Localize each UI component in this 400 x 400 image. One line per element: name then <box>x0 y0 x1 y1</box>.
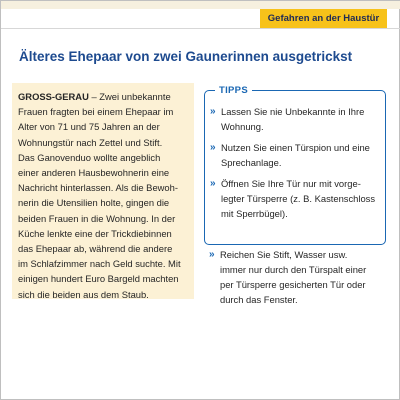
section-tag <box>260 9 387 28</box>
tip-line: immer nur durch den Türspalt einer <box>220 264 367 275</box>
tip-line: mit Sperrbügel). <box>221 208 288 219</box>
tips-label: TIPPS <box>215 84 252 97</box>
article-line: Nachricht hinterlassen. Als die Bewoh- <box>18 182 178 194</box>
article-line: Alter von 71 und 75 Jahren an der <box>18 121 160 133</box>
article-line-text: – Zwei unbekannte <box>88 91 171 102</box>
tip-line: Lassen Sie nie Unbekannte in Ihre <box>221 106 365 117</box>
tip-line: Nutzen Sie einen Türspion und eine <box>221 142 370 153</box>
chevron-right-icon: » <box>210 142 216 153</box>
article-line: Das Ganovenduo wollte angeblich <box>18 151 161 163</box>
article-line <box>18 89 190 104</box>
tip-line: Öffnen Sie Ihre Tür nur mit vorge- <box>221 178 361 189</box>
article-line: Frauen fragten bei einem Ehepaar im <box>18 106 174 118</box>
section-tag-label: Gefahren an der Haustür <box>267 13 380 24</box>
chevron-right-icon: » <box>210 106 216 117</box>
header-divider <box>1 28 400 29</box>
article-title: Älteres Ehepaar von zwei Gaunerinnen ausgetrickst <box>19 49 353 64</box>
article-line: nerin die Utensilien holte, gingen die <box>18 197 170 209</box>
tip-line: legter Türsperre (z. B. Kastenschloss <box>221 193 376 204</box>
tip-line: Wohnung. <box>221 121 264 132</box>
article-line: beiden Frauen in die Wohnung. In der <box>18 212 176 224</box>
dateline: GROSS-GERAU <box>18 91 89 102</box>
tip-line: Sprechanlage. <box>221 157 282 168</box>
chevron-right-icon: » <box>210 178 216 189</box>
tips-box <box>204 85 386 245</box>
tip-item <box>211 104 379 134</box>
tip-line: durch das Fenster. <box>220 294 298 305</box>
tips-list <box>211 104 379 221</box>
article-line: einer anderen Hausbewohnerin eine <box>18 167 170 179</box>
article-line: sich die beiden aus dem Staub. <box>18 288 149 300</box>
tip-item <box>211 140 379 170</box>
tip-item <box>211 176 379 221</box>
article-line: Wohnungstür nach Zettel und Stift. <box>18 136 163 148</box>
chevron-right-icon: » <box>209 249 215 260</box>
tip-item <box>210 247 400 307</box>
article-line: Küche lenkte eine der Trickdiebinnen <box>18 227 172 239</box>
tip-line: per Türsperre gesicherten Tür oder <box>220 279 366 290</box>
article-line: das Ehepaar ab, während die andere <box>18 243 173 255</box>
tip-line: Reichen Sie Stift, Wasser usw. <box>220 249 348 260</box>
article-line: einigen hundert Euro Bargeld machten <box>18 273 179 285</box>
article-line: im Schlafzimmer nach Geld suchte. Mit <box>18 258 181 270</box>
article-body <box>12 83 194 299</box>
top-accent-strip <box>1 1 400 9</box>
